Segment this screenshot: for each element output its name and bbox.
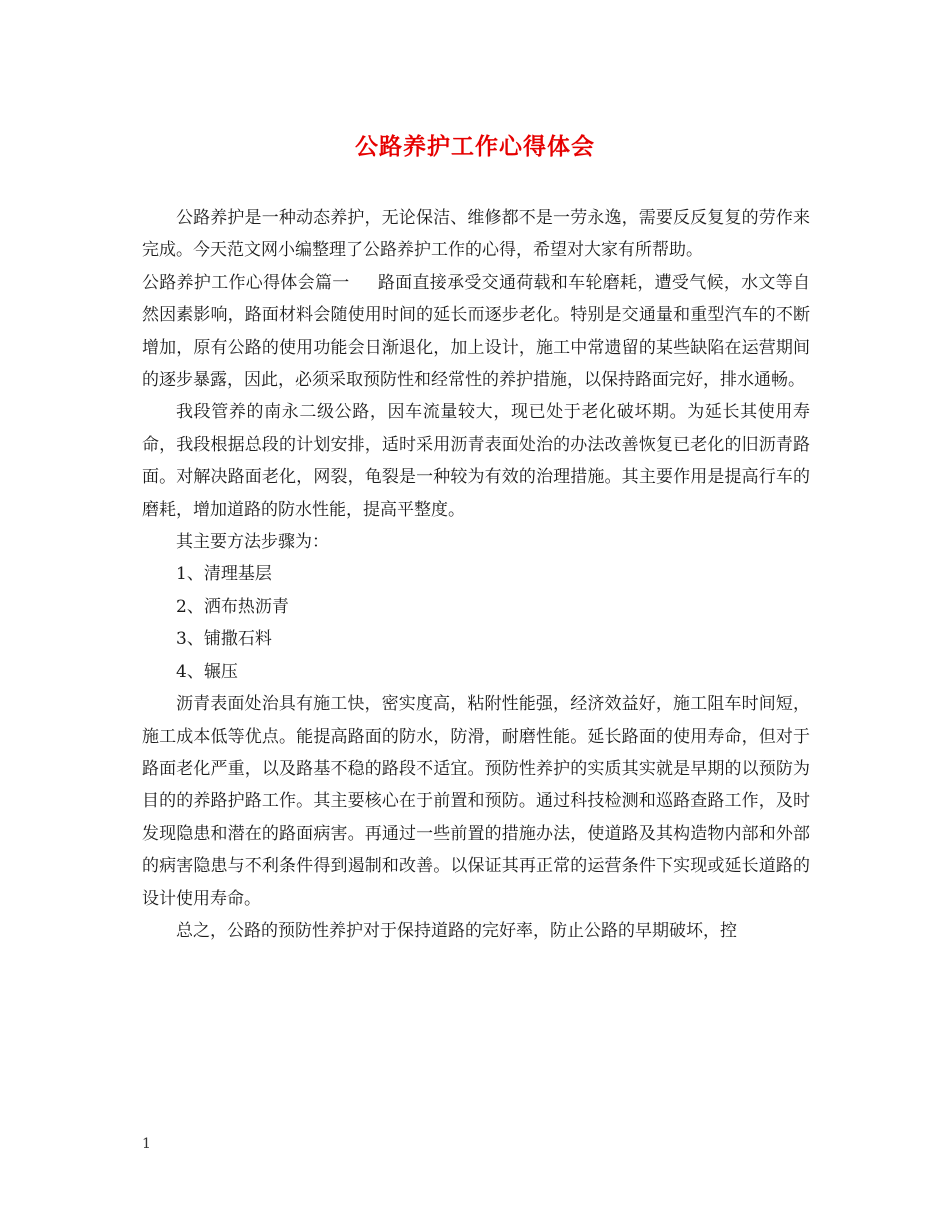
- step-item: 2、洒布热沥青: [176, 596, 289, 617]
- body-paragraph: 沥青表面处治具有施工快，密实度高，粘附性能强，经济效益好，施工阻车时间短，施工成本低等优点。能提高路面的防水，防滑，耐磨性能。延长路面的使用寿命，但对于路面老化严重，以及路基不稳的路段不适宜。预防性养护的实质其实就是早期的以预防为目的的养路护路工作。其主要核心在于前置和预防。通过科技检测和巡路查路工作，及时发现隐患和潜在的路面病害。再通过一些前置的措施办法，使道路及其构造物内部和外部的病害隐患与不利条件得到遏制和改善。以保证其再正常的运营条件下实现或延长道路的设计使用寿命。: [142, 694, 810, 909]
- intro-paragraph: 公路养护是一种动态养护，无论保洁、维修都不是一劳永逸，需要反反复复的劳作来完成。今天范文网小编整理了公路养护工作的心得，希望对大家有所帮助。: [142, 208, 810, 261]
- body-paragraph: 我段管养的南永二级公路，因车流量较大，现已处于老化破坏期。为延长其使用寿命，我段根据总段的计划安排，适时采用沥青表面处治的办法改善恢复已老化的旧沥青路面。对解决路面老化，网裂，龟裂是一种较为有效的治理措施。其主要作用是提高行车的磨耗，增加道路的防水性能，提高平整度。: [142, 402, 810, 520]
- page-number: 1: [142, 1136, 151, 1152]
- document-title: 公路养护工作心得体会: [355, 134, 595, 160]
- steps-intro: 其主要方法步骤为：: [176, 532, 329, 553]
- body-paragraph: 总之，公路的预防性养护对于保持道路的完好率，防止公路的早期破坏，控: [176, 920, 737, 941]
- document-body: [142, 202, 810, 947]
- section-heading: 公路养护工作心得体会篇一: [142, 272, 350, 293]
- section-lead-text: 路面直接承受交通荷载和车轮磨耗，遭受气候，水文等自然因素影响，路面材料会随使用时间的延长而逐步老化。特别是交通量和重型汽车的不断增加，原有公路的使用功能会日渐退化，加上设计，施工中常遗留的某些缺陷在运营期间的逐步暴露，因此，必须采取预防性和经常性的养护措施，以保持路面完好，排水通畅。: [142, 272, 811, 391]
- step-item: 3、铺撒石料: [176, 629, 272, 650]
- step-item: 4、辗压: [176, 661, 238, 682]
- step-item: 1、清理基层: [176, 564, 272, 585]
- section-paragraph: [142, 267, 810, 397]
